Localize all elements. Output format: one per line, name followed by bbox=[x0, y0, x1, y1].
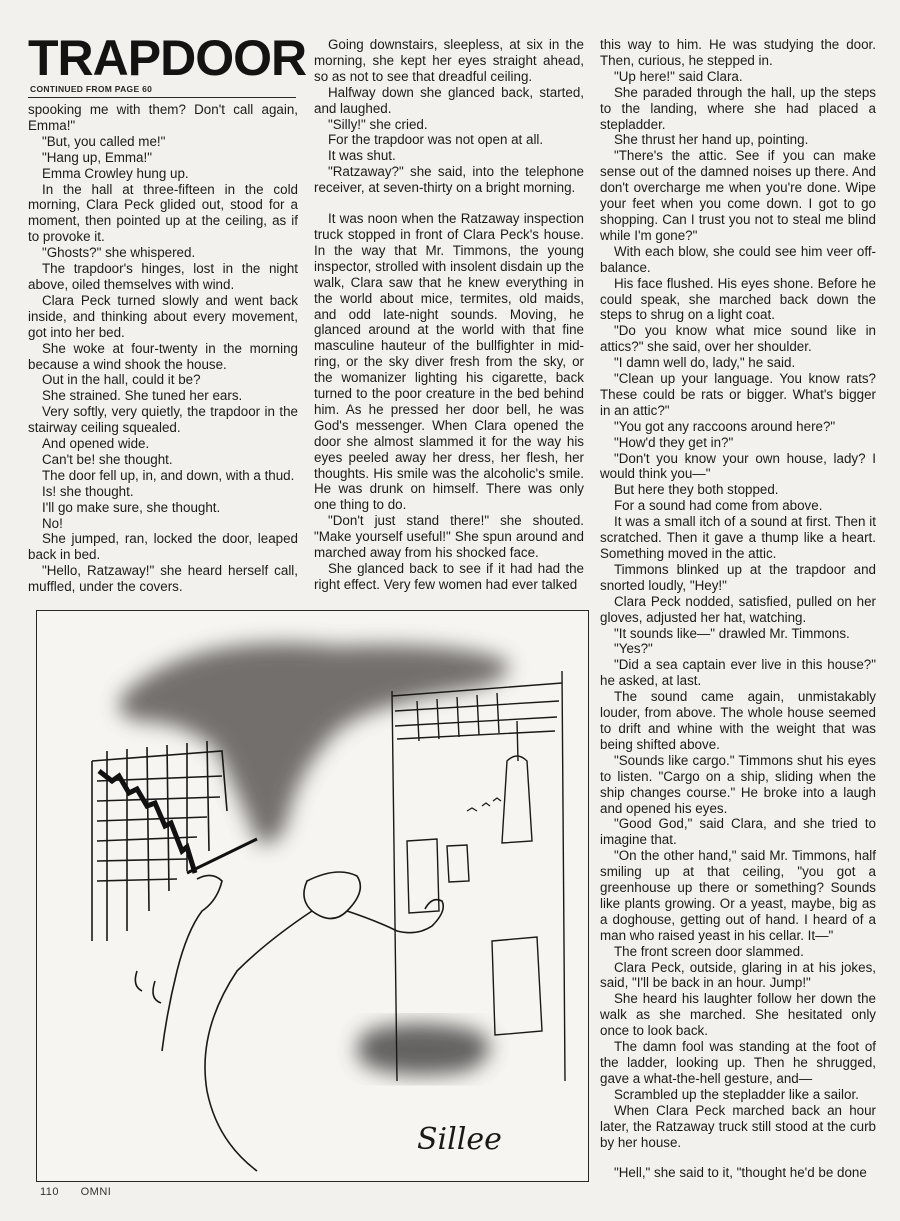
paragraph: "Hell," she said to it, "thought he'd be done bbox=[614, 1165, 867, 1181]
paragraph: For a sound had come from above. bbox=[614, 498, 823, 514]
paragraph: "Hang up, Emma!" bbox=[42, 149, 152, 165]
paragraph: The damn fool was standing at the foot of the ladder, looking up. Then he shrugged, gave a what-the-hell gesture, and— bbox=[600, 1039, 876, 1086]
paragraph: His face flushed. His eyes shone. Before he could speak, she marched back down the steps to shrug on a light coat. bbox=[600, 275, 876, 323]
paragraph: Can't be! she thought. bbox=[42, 451, 173, 467]
paragraph: "Do you know what mice sound like in attics?" she said, over her shoulder. bbox=[600, 323, 876, 355]
paragraph: Very softly, very quietly, the trapdoor in the stairway ceiling squealed. bbox=[28, 404, 298, 436]
paragraph: She strained. She tuned her ears. bbox=[42, 388, 243, 404]
chart-board bbox=[92, 741, 227, 941]
paragraph: The front screen door slammed. bbox=[614, 943, 804, 959]
paragraph: Halfway down she glanced back, started, and laughed. bbox=[314, 84, 584, 116]
paragraph: this way to him. He was studying the door. Then, curious, he stepped in. bbox=[600, 37, 876, 68]
paragraph: "Ratzaway?" she said, into the telephone receiver, at seven-thirty on a bright morning. bbox=[314, 164, 584, 196]
paragraph: "Did a sea captain ever live in this house?" he asked, at last. bbox=[600, 657, 876, 689]
smudge bbox=[357, 1024, 490, 1076]
paragraph: "Clean up your language. You know rats? These could be rats or bigger. What's bigger in an attic?" bbox=[600, 371, 876, 418]
title-rule bbox=[28, 97, 296, 98]
paragraph: She heard his laughter follow her down the walk as she marched. She hesitated only once to look back. bbox=[600, 991, 876, 1039]
paragraph: She glanced back to see if it had had the right effect. Very few women had ever talked bbox=[314, 561, 584, 592]
paragraph: "Up here!" said Clara. bbox=[614, 68, 743, 84]
paragraph: "Silly!" she cried. bbox=[328, 116, 428, 132]
paragraph: "Good God," said Clara, and she tried to imagine that. bbox=[600, 816, 876, 848]
cartoon-illustration bbox=[36, 610, 589, 1182]
paragraph: Is! she thought. bbox=[42, 483, 134, 499]
paragraph: It was shut. bbox=[328, 148, 396, 164]
page-footer bbox=[40, 1186, 129, 1198]
paragraph: Timmons blinked up at the trapdoor and snorted loudly, "Hey!" bbox=[600, 561, 876, 593]
paragraph: No! bbox=[42, 515, 63, 531]
paragraph: When Clara Peck marched back an hour later, the Ratzaway truck still stood at the curb by her house. bbox=[600, 1102, 876, 1150]
paragraph: Clara Peck nodded, satisfied, pulled on her gloves, adjusted her hat, watching. bbox=[600, 593, 876, 625]
paragraph: The sound came again, unmistakably louder, from above. The whole house seemed to drift and whine with the weight that was being shifted above. bbox=[600, 689, 876, 752]
paragraph: Out in the hall, could it be? bbox=[42, 372, 201, 388]
paragraph: "Yes?" bbox=[614, 641, 653, 657]
paragraph: "You got any raccoons around here?" bbox=[614, 418, 836, 434]
figure bbox=[135, 872, 443, 1171]
paragraph: "There's the attic. See if you can make sense out of the damned noises up there. And don't overcharge me when you're done. Wipe your feet when you come down. I got to go shopping. Can I trust you not to steal me blind while I'm gone?" bbox=[600, 148, 876, 243]
paragraph: Emma Crowley hung up. bbox=[42, 165, 189, 181]
page-number: 110 bbox=[40, 1186, 60, 1198]
paragraph: "Don't you know your own house, lady? I would think you—" bbox=[600, 450, 876, 482]
paragraph: "On the other hand," said Mr. Timmons, half smiling up at that ceiling, "you got a greenhouse up there or something? Sounds like plants growing. Or a yeast, maybe, big as a doghouse, getting out of hand. I heard of a man who raised yeast in his cellar. It—" bbox=[600, 848, 876, 943]
paragraph: For the trapdoor was not open at all. bbox=[328, 132, 544, 148]
text-column-2 bbox=[314, 37, 584, 594]
paragraph: She jumped, ran, locked the door, leaped back in bed. bbox=[28, 531, 298, 563]
continued-label: CONTINUED FROM PAGE 60 bbox=[30, 84, 153, 94]
article-title: TRAPDOOR bbox=[28, 30, 307, 86]
paragraph: "I damn well do, lady," he said. bbox=[614, 355, 796, 371]
paragraph: And opened wide. bbox=[42, 436, 150, 452]
artist-signature: Sillee bbox=[417, 1122, 502, 1157]
paragraph: spooking me with them? Don't call again, Emma!" bbox=[28, 102, 298, 133]
paragraph: It was noon when the Ratzaway inspection truck stopped in front of Clara Peck's house. In the way that Mr. Timmons, the young inspector, strolled with insolent disdain up the walk, Clara saw that he knew everything in the world about mice, termites, old maids, and odd late-night sounds. Moving, he glanced around at the world with that fine masculine hauteur of the bullfighter in mid-ring, or the sky diver fresh from the sky, or the womanizer lighting his cigarette, back turned to the poor creature in the bed behind him. As he pressed her door bell, he was God's messenger. When Clara opened the door she almost slammed it for the way his eyes peeled away her dress, her flesh, her thoughts. His smile was the alcoholic's smile. He was drunk on himself. There was only one thing to do. bbox=[314, 211, 584, 513]
paragraph: "Ghosts?" she whispered. bbox=[42, 245, 196, 261]
paragraph: "It sounds like—" drawled Mr. Timmons. bbox=[614, 625, 850, 641]
paragraph: She thrust her hand up, pointing. bbox=[614, 132, 809, 148]
paragraph: She woke at four-twenty in the morning because a wind shook the house. bbox=[28, 340, 298, 372]
paragraph: In the hall at three-fifteen in the cold morning, Clara Peck glided out, stood for a moment, then pointed up at the ceiling, as if to provoke it. bbox=[28, 181, 298, 245]
paragraph: "Don't just stand there!" she shouted. "Make yourself useful!" She spun around and marched away from his shocked face. bbox=[314, 513, 584, 561]
paragraph: She paraded through the hall, up the steps to the landing, where she had placed a stepladder. bbox=[600, 84, 876, 132]
text-column-1 bbox=[28, 102, 298, 594]
paragraph: Going downstairs, sleepless, at six in the morning, she kept her eyes straight ahead, so as not to see that dreadful ceiling. bbox=[314, 37, 584, 84]
paragraph: Clara Peck turned slowly and went back inside, and thinking about every movement, got into her bed. bbox=[28, 292, 298, 340]
paragraph: "But, you called me!" bbox=[42, 133, 166, 149]
smoke-cloud bbox=[119, 643, 508, 844]
paragraph: It was a small itch of a sound at first. Then it scratched. Then it gave a thump like a heart. Something moved in the attic. bbox=[600, 514, 876, 561]
paragraph: Clara Peck, outside, glaring in at his jokes, said, "I'll be back in an hour. Jump!" bbox=[600, 959, 876, 991]
paragraph: I'll go make sure, she thought. bbox=[42, 499, 221, 515]
paragraph: "Sounds like cargo." Timmons shut his eyes to listen. "Cargo on a ship, sliding when the ship changes course." He broke into a laugh and opened his eyes. bbox=[600, 752, 876, 816]
paragraph: The trapdoor's hinges, lost in the night above, oiled themselves with wind. bbox=[28, 261, 298, 292]
text-column-3 bbox=[600, 37, 876, 1182]
paragraph: With each blow, she could see him veer off-balance. bbox=[600, 243, 876, 275]
paragraph: But here they both stopped. bbox=[614, 482, 779, 498]
paragraph: "Hello, Ratzaway!" she heard herself call, muffled, under the covers. bbox=[28, 563, 298, 594]
paragraph: "How'd they get in?" bbox=[614, 434, 734, 450]
paragraph: Scrambled up the stepladder like a sailor. bbox=[614, 1086, 859, 1102]
window-frame bbox=[392, 671, 565, 1081]
magazine-name: OMNI bbox=[80, 1186, 112, 1198]
paragraph: The door fell up, in, and down, with a thud. bbox=[42, 467, 295, 483]
